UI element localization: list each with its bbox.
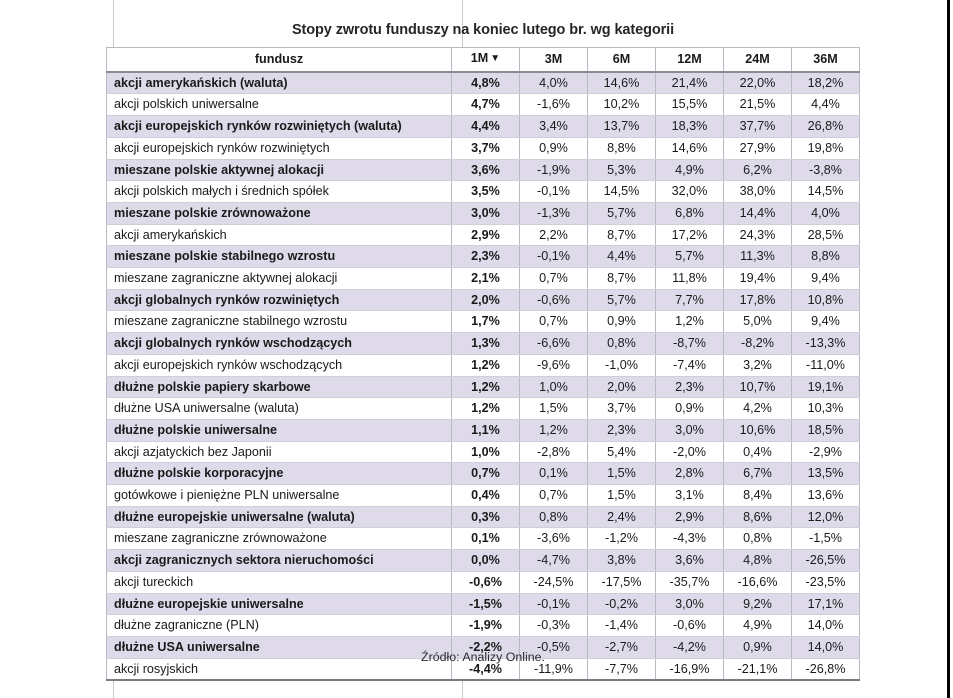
cell-return-m3: 4,0% — [520, 72, 588, 94]
cell-return-m12: 7,7% — [656, 289, 724, 311]
table-row[interactable] — [107, 289, 860, 311]
cell-fund-name: mieszane polskie aktywnej alokacji — [107, 159, 452, 181]
cell-return-m12: 2,3% — [656, 376, 724, 398]
cell-return-m3: 0,7% — [520, 311, 588, 333]
cell-return-m3: 3,4% — [520, 116, 588, 138]
cell-return-m1: 1,7% — [452, 311, 520, 333]
cell-return-m24: 8,4% — [724, 485, 792, 507]
cell-return-m24: 0,9% — [724, 636, 792, 658]
cell-return-m36: 10,8% — [792, 289, 860, 311]
cell-return-m6: -1,4% — [588, 615, 656, 637]
cell-return-m24: 9,2% — [724, 593, 792, 615]
cell-fund-name: dłużne polskie korporacyjne — [107, 463, 452, 485]
cell-return-m6: -2,7% — [588, 636, 656, 658]
cell-return-m24: 27,9% — [724, 137, 792, 159]
cell-return-m6: -17,5% — [588, 571, 656, 593]
cell-return-m36: 17,1% — [792, 593, 860, 615]
table-row[interactable] — [107, 441, 860, 463]
table-row[interactable] — [107, 159, 860, 181]
cell-return-m12: 3,6% — [656, 550, 724, 572]
cell-return-m24: 17,8% — [724, 289, 792, 311]
cell-return-m6: 10,2% — [588, 94, 656, 116]
cell-return-m1: 2,1% — [452, 268, 520, 290]
cell-return-m12: 1,2% — [656, 311, 724, 333]
cell-return-m24: -16,6% — [724, 571, 792, 593]
cell-return-m3: -6,6% — [520, 333, 588, 355]
cell-return-m3: 0,8% — [520, 506, 588, 528]
cell-fund-name: mieszane zagraniczne zrównoważone — [107, 528, 452, 550]
cell-return-m36: -1,5% — [792, 528, 860, 550]
column-header-label: 36M — [813, 52, 838, 66]
cell-return-m6: 3,7% — [588, 398, 656, 420]
cell-return-m1: 0,4% — [452, 485, 520, 507]
cell-return-m24: 8,6% — [724, 506, 792, 528]
table-row[interactable] — [107, 593, 860, 615]
cell-fund-name: akcji tureckich — [107, 571, 452, 593]
cell-return-m12: 0,9% — [656, 398, 724, 420]
cell-return-m6: 1,5% — [588, 463, 656, 485]
cell-return-m12: -16,9% — [656, 658, 724, 680]
column-header-label: fundusz — [254, 52, 304, 66]
cell-return-m36: 18,2% — [792, 72, 860, 94]
cell-return-m3: -0,5% — [520, 636, 588, 658]
cell-return-m24: 11,3% — [724, 246, 792, 268]
cell-return-m12: -7,4% — [656, 354, 724, 376]
cell-return-m1: 1,2% — [452, 376, 520, 398]
cell-return-m24: 5,0% — [724, 311, 792, 333]
cell-return-m1: 1,2% — [452, 398, 520, 420]
cell-fund-name: dłużne USA uniwersalne — [107, 636, 452, 658]
cell-return-m3: -1,9% — [520, 159, 588, 181]
cell-return-m24: 4,8% — [724, 550, 792, 572]
cell-return-m24: 21,5% — [724, 94, 792, 116]
cell-return-m12: 14,6% — [656, 137, 724, 159]
source-note: Źródło: Analizy Online. — [421, 650, 545, 664]
cell-return-m3: 2,2% — [520, 224, 588, 246]
cell-return-m3: -2,8% — [520, 441, 588, 463]
column-header-m3[interactable] — [520, 48, 588, 72]
cell-return-m1: 3,6% — [452, 159, 520, 181]
cell-return-m3: 0,7% — [520, 485, 588, 507]
cell-return-m12: -4,3% — [656, 528, 724, 550]
cell-return-m12: -8,7% — [656, 333, 724, 355]
cell-return-m24: -8,2% — [724, 333, 792, 355]
cell-return-m3: -0,6% — [520, 289, 588, 311]
cell-return-m1: 4,7% — [452, 94, 520, 116]
cell-return-m12: 2,9% — [656, 506, 724, 528]
table-row[interactable] — [107, 137, 860, 159]
table-row[interactable] — [107, 94, 860, 116]
cell-return-m3: 1,2% — [520, 419, 588, 441]
cell-return-m24: 6,2% — [724, 159, 792, 181]
cell-fund-name: dłużne europejskie uniwersalne (waluta) — [107, 506, 452, 528]
column-header-m12[interactable] — [656, 48, 724, 72]
cell-return-m3: -1,3% — [520, 202, 588, 224]
table-row[interactable] — [107, 376, 860, 398]
table-row[interactable] — [107, 246, 860, 268]
cell-return-m6: -7,7% — [588, 658, 656, 680]
cell-return-m6: 4,4% — [588, 246, 656, 268]
cell-return-m36: -23,5% — [792, 571, 860, 593]
cell-return-m6: -1,2% — [588, 528, 656, 550]
cell-fund-name: gotówkowe i pieniężne PLN uniwersalne — [107, 485, 452, 507]
cell-return-m36: 8,8% — [792, 246, 860, 268]
cell-return-m3: 1,5% — [520, 398, 588, 420]
column-header-m24[interactable] — [724, 48, 792, 72]
table-row[interactable] — [107, 398, 860, 420]
cell-fund-name: akcji azjatyckich bez Japonii — [107, 441, 452, 463]
column-header-label: 12M — [677, 52, 702, 66]
cell-return-m24: 3,2% — [724, 354, 792, 376]
cell-return-m24: 4,9% — [724, 615, 792, 637]
cell-return-m1: 1,0% — [452, 441, 520, 463]
cell-return-m6: 5,7% — [588, 289, 656, 311]
table-row[interactable] — [107, 311, 860, 333]
cell-return-m12: 21,4% — [656, 72, 724, 94]
cell-return-m24: 19,4% — [724, 268, 792, 290]
cell-return-m6: 3,8% — [588, 550, 656, 572]
cell-return-m6: 8,8% — [588, 137, 656, 159]
column-header-m6[interactable] — [588, 48, 656, 72]
cell-return-m12: 2,8% — [656, 463, 724, 485]
table-row[interactable] — [107, 224, 860, 246]
cell-return-m36: -11,0% — [792, 354, 860, 376]
cell-return-m36: 14,0% — [792, 636, 860, 658]
cell-return-m1: 0,7% — [452, 463, 520, 485]
table-row[interactable] — [107, 181, 860, 203]
cell-return-m36: -13,3% — [792, 333, 860, 355]
cell-return-m1: -4,4% — [452, 658, 520, 680]
cell-return-m6: 0,8% — [588, 333, 656, 355]
cell-return-m24: 0,8% — [724, 528, 792, 550]
cell-return-m6: -1,0% — [588, 354, 656, 376]
cell-return-m36: -26,8% — [792, 658, 860, 680]
table-row[interactable] — [107, 72, 860, 94]
cell-return-m12: 5,7% — [656, 246, 724, 268]
cell-return-m12: 3,0% — [656, 419, 724, 441]
cell-return-m24: 14,4% — [724, 202, 792, 224]
page-title: Stopy zwrotu funduszy na koniec lutego br. wg kategorii — [291, 22, 674, 38]
fund-returns-table-wrap — [106, 47, 854, 681]
cell-return-m1: -0,6% — [452, 571, 520, 593]
cell-fund-name: dłużne USA uniwersalne (waluta) — [107, 398, 452, 420]
table-row[interactable] — [107, 528, 860, 550]
cell-return-m3: 0,9% — [520, 137, 588, 159]
column-header-m1[interactable] — [452, 48, 520, 72]
cell-return-m1: 2,0% — [452, 289, 520, 311]
cell-return-m24: 10,7% — [724, 376, 792, 398]
cell-return-m36: 9,4% — [792, 268, 860, 290]
cell-return-m36: -3,8% — [792, 159, 860, 181]
cell-return-m36: 9,4% — [792, 311, 860, 333]
cell-return-m3: 0,1% — [520, 463, 588, 485]
cell-return-m24: 0,4% — [724, 441, 792, 463]
cell-return-m3: -4,7% — [520, 550, 588, 572]
cell-return-m6: -0,2% — [588, 593, 656, 615]
column-header-label: 6M — [612, 52, 631, 66]
cell-return-m3: -1,6% — [520, 94, 588, 116]
table-row[interactable] — [107, 506, 860, 528]
cell-return-m24: -21,1% — [724, 658, 792, 680]
cell-return-m12: -35,7% — [656, 571, 724, 593]
cell-return-m1: 3,0% — [452, 202, 520, 224]
cell-return-m3: 1,0% — [520, 376, 588, 398]
cell-fund-name: mieszane polskie zrównoważone — [107, 202, 452, 224]
cell-return-m6: 5,4% — [588, 441, 656, 463]
table-row[interactable] — [107, 615, 860, 637]
cell-return-m36: 13,6% — [792, 485, 860, 507]
table-row[interactable] — [107, 550, 860, 572]
table-body — [107, 72, 860, 681]
cell-return-m1: 0,1% — [452, 528, 520, 550]
cell-return-m24: 6,7% — [724, 463, 792, 485]
cell-return-m1: 0,0% — [452, 550, 520, 572]
cell-return-m36: 19,1% — [792, 376, 860, 398]
cell-return-m12: -4,2% — [656, 636, 724, 658]
column-header-label: 1M — [470, 51, 489, 65]
cell-fund-name: mieszane zagraniczne stabilnego wzrostu — [107, 311, 452, 333]
cell-return-m12: 17,2% — [656, 224, 724, 246]
table-row[interactable] — [107, 463, 860, 485]
table-row[interactable] — [107, 419, 860, 441]
cell-return-m1: 1,1% — [452, 419, 520, 441]
cell-return-m24: 37,7% — [724, 116, 792, 138]
table-row[interactable] — [107, 268, 860, 290]
cell-return-m3: -0,1% — [520, 246, 588, 268]
cell-return-m36: -26,5% — [792, 550, 860, 572]
cell-return-m36: 12,0% — [792, 506, 860, 528]
cell-fund-name: mieszane polskie stabilnego wzrostu — [107, 246, 452, 268]
cell-return-m6: 2,3% — [588, 419, 656, 441]
table-row[interactable] — [107, 485, 860, 507]
cell-return-m36: 13,5% — [792, 463, 860, 485]
cell-return-m1: 2,9% — [452, 224, 520, 246]
cell-return-m36: 14,5% — [792, 181, 860, 203]
table-header — [107, 48, 860, 72]
cell-fund-name: akcji globalnych rynków wschodzących — [107, 333, 452, 355]
cell-return-m6: 1,5% — [588, 485, 656, 507]
cell-return-m36: 14,0% — [792, 615, 860, 637]
cell-fund-name: akcji amerykańskich — [107, 224, 452, 246]
cell-fund-name: dłużne polskie uniwersalne — [107, 419, 452, 441]
cell-return-m12: 3,1% — [656, 485, 724, 507]
cell-return-m1: 3,5% — [452, 181, 520, 203]
cell-return-m3: -3,6% — [520, 528, 588, 550]
cell-return-m36: 10,3% — [792, 398, 860, 420]
cell-return-m3: -24,5% — [520, 571, 588, 593]
cell-fund-name: dłużne polskie papiery skarbowe — [107, 376, 452, 398]
cell-return-m24: 10,6% — [724, 419, 792, 441]
column-header-fundusz[interactable] — [107, 48, 452, 72]
cell-return-m36: 4,4% — [792, 94, 860, 116]
cell-return-m1: 4,4% — [452, 116, 520, 138]
cell-return-m1: 2,3% — [452, 246, 520, 268]
cell-return-m36: 4,0% — [792, 202, 860, 224]
cell-return-m1: 4,8% — [452, 72, 520, 94]
cell-return-m12: -2,0% — [656, 441, 724, 463]
cell-return-m3: 0,7% — [520, 268, 588, 290]
table-row[interactable] — [107, 116, 860, 138]
cell-return-m1: 1,2% — [452, 354, 520, 376]
cell-return-m6: 14,6% — [588, 72, 656, 94]
cell-return-m3: -9,6% — [520, 354, 588, 376]
column-header-label: 24M — [745, 52, 770, 66]
cell-return-m12: 15,5% — [656, 94, 724, 116]
cell-return-m1: -1,9% — [452, 615, 520, 637]
cell-return-m24: 4,2% — [724, 398, 792, 420]
cell-return-m12: 4,9% — [656, 159, 724, 181]
cell-return-m36: 26,8% — [792, 116, 860, 138]
cell-return-m6: 0,9% — [588, 311, 656, 333]
cell-return-m36: -2,9% — [792, 441, 860, 463]
cell-return-m6: 2,4% — [588, 506, 656, 528]
cell-return-m3: -11,9% — [520, 658, 588, 680]
cell-fund-name: mieszane zagraniczne aktywnej alokacji — [107, 268, 452, 290]
table-row[interactable] — [107, 202, 860, 224]
cell-return-m12: 3,0% — [656, 593, 724, 615]
cell-fund-name: akcji europejskich rynków rozwiniętych — [107, 137, 452, 159]
cell-return-m6: 13,7% — [588, 116, 656, 138]
cell-return-m3: -0,1% — [520, 181, 588, 203]
sort-descending-icon[interactable]: ▼ — [490, 53, 501, 64]
cell-return-m24: 24,3% — [724, 224, 792, 246]
cell-fund-name: akcji amerykańskich (waluta) — [107, 72, 452, 94]
cell-return-m3: -0,1% — [520, 593, 588, 615]
cell-return-m3: -0,3% — [520, 615, 588, 637]
header-row — [107, 48, 860, 72]
cell-return-m1: 0,3% — [452, 506, 520, 528]
column-header-label: 3M — [544, 52, 563, 66]
cell-return-m12: -0,6% — [656, 615, 724, 637]
cell-fund-name: akcji globalnych rynków rozwiniętych — [107, 289, 452, 311]
cell-fund-name: akcji europejskich rynków rozwiniętych (waluta) — [107, 116, 452, 138]
cell-return-m36: 28,5% — [792, 224, 860, 246]
cell-return-m12: 6,8% — [656, 202, 724, 224]
cell-return-m24: 38,0% — [724, 181, 792, 203]
cell-fund-name: akcji polskich małych i średnich spółek — [107, 181, 452, 203]
cell-return-m12: 18,3% — [656, 116, 724, 138]
cell-fund-name: akcji polskich uniwersalne — [107, 94, 452, 116]
cell-return-m1: -2,2% — [452, 636, 520, 658]
column-header-m36[interactable] — [792, 48, 860, 72]
table-row[interactable] — [107, 571, 860, 593]
table-row[interactable] — [107, 333, 860, 355]
cell-fund-name: akcji rosyjskich — [107, 658, 452, 680]
cell-return-m6: 8,7% — [588, 268, 656, 290]
page-edge-rule — [947, 0, 950, 698]
cell-fund-name: akcji zagranicznych sektora nieruchomości — [107, 550, 452, 572]
cell-return-m6: 2,0% — [588, 376, 656, 398]
cell-return-m1: -1,5% — [452, 593, 520, 615]
cell-fund-name: dłużne zagraniczne (PLN) — [107, 615, 452, 637]
cell-return-m1: 3,7% — [452, 137, 520, 159]
cell-return-m1: 1,3% — [452, 333, 520, 355]
cell-return-m6: 5,7% — [588, 202, 656, 224]
cell-fund-name: dłużne europejskie uniwersalne — [107, 593, 452, 615]
cell-return-m6: 8,7% — [588, 224, 656, 246]
cell-return-m12: 32,0% — [656, 181, 724, 203]
table-row[interactable] — [107, 354, 860, 376]
fund-returns-table — [106, 47, 860, 681]
cell-return-m6: 5,3% — [588, 159, 656, 181]
cell-return-m24: 22,0% — [724, 72, 792, 94]
cell-return-m36: 19,8% — [792, 137, 860, 159]
cell-return-m36: 18,5% — [792, 419, 860, 441]
cell-return-m12: 11,8% — [656, 268, 724, 290]
cell-fund-name: akcji europejskich rynków wschodzących — [107, 354, 452, 376]
cell-return-m6: 14,5% — [588, 181, 656, 203]
